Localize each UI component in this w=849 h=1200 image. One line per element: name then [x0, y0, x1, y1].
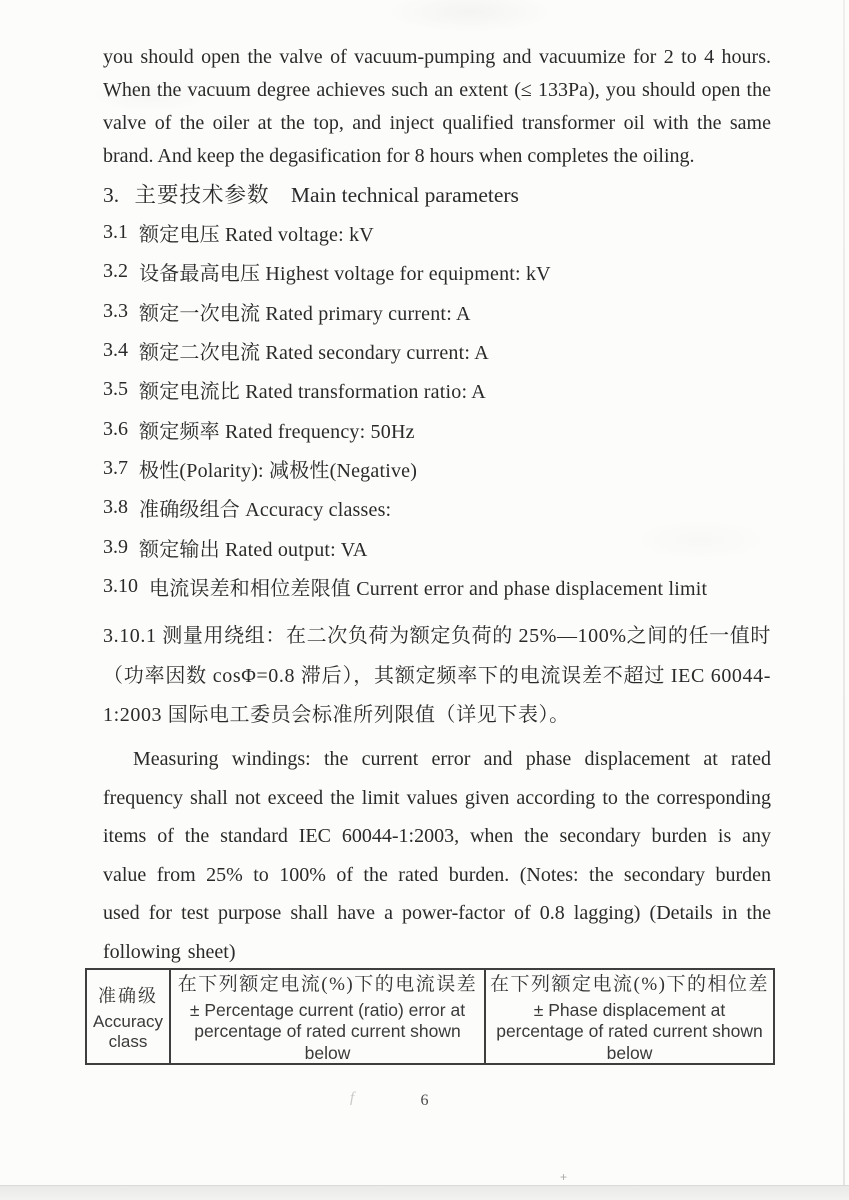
- table-header-accuracy-class: [87, 970, 169, 1063]
- table-header-current-error: [169, 970, 484, 1063]
- scan-artifact-plus-mark: +: [560, 1170, 568, 1184]
- parameter-item-3-9: [103, 527, 793, 566]
- parameter-label: 额定一次电流 Rated primary current: A: [139, 302, 471, 325]
- parameter-item-3-5: [103, 370, 793, 409]
- parameter-item-3-6: [103, 409, 793, 448]
- scan-page-right-edge: [843, 0, 845, 1188]
- table-header-phase-displacement: [484, 970, 773, 1063]
- parameter-number: 3.4: [103, 339, 128, 362]
- parameter-item-3-4: [103, 331, 793, 370]
- parameter-number: 3.5: [103, 378, 128, 401]
- parameter-label: 额定电流比 Rated transformation ratio: A: [139, 381, 486, 404]
- table-header-current-error-en: ± Percentage current (ratio) error at percentage of rated current shown below: [189, 999, 466, 1063]
- table-header-current-error-zh: 在下列额定电流(%)下的电流误差: [177, 973, 478, 995]
- table-header-phase-displacement-zh: 在下列额定电流(%)下的相位差: [490, 973, 769, 995]
- parameter-number: 3.10: [103, 574, 138, 597]
- parameter-label: 额定电压 Rated voltage: kV: [139, 224, 374, 247]
- table-header-accuracy-class-en: Accuracy class: [93, 1011, 163, 1051]
- scan-page-bottom-edge: [0, 1185, 849, 1200]
- parameter-number: 3.2: [103, 260, 128, 283]
- parameter-item-3-2: [103, 252, 793, 291]
- measuring-windings-paragraph: Measuring windings: the current error and phase displacement at rated frequency shall not exceed the limit values given according to the corresponding items of the standard IEC 60044-1:2003, when the secondary burden is any value from 25% to 100% of the rated burden. (Notes: the secondary burden used for test purpose shall have a power-factor of 0.8 lagging) (Details in the following sheet): [103, 748, 771, 963]
- parameter-list: [103, 213, 793, 606]
- parameter-number: 3.9: [103, 535, 128, 558]
- parameter-number: 3.1: [103, 221, 128, 244]
- scan-artifact-pen-mark: f: [350, 1090, 355, 1106]
- parameter-item-3-7: [103, 449, 793, 488]
- section-title-zh: 主要技术参数: [134, 183, 270, 207]
- clause-3-10-1-paragraph: 3.10.1 测量用绕组：在二次负荷为额定负荷的 25%—100%之间的任一值时（功率因数 cosΦ=0.8 滞后），其额定频率下的电流误差不超过 IEC 60044-1:2003 国际电工委员会标准所列限值（详见下表）。: [103, 625, 771, 726]
- section-number: 3.: [103, 183, 120, 207]
- section-title-en: Main technical parameters: [290, 183, 519, 207]
- parameter-label: 额定频率 Rated frequency: 50Hz: [139, 420, 415, 443]
- parameter-label: 准确级组合 Accuracy classes:: [139, 499, 392, 522]
- parameter-label: 设备最高电压 Highest voltage for equipment: kV: [139, 263, 551, 286]
- accuracy-limits-table: [85, 968, 775, 1065]
- page-number: 6: [420, 1092, 429, 1109]
- parameter-label: 极性(Polarity): 减极性(Negative): [139, 459, 418, 482]
- parameter-item-3-3: [103, 292, 793, 331]
- parameter-number: 3.3: [103, 299, 128, 322]
- parameter-label: 额定二次电流 Rated secondary current: A: [139, 342, 489, 365]
- parameter-number: 3.7: [103, 456, 128, 479]
- parameter-item-3-8: [103, 488, 793, 527]
- intro-paragraph: you should open the valve of vacuum-pumping and vacuumize for 2 to 4 hours. When the vacuum degree achieves such an extent (≤ 133Pa), you should open the valve of the oiler at the top, and inject qualified transformer oil with the same brand. And keep the degasification for 8 hours when completes the oiling.: [103, 46, 771, 167]
- parameter-label: 电流误差和相位差限值 Current error and phase displacement limit: [149, 577, 708, 600]
- parameter-number: 3.6: [103, 417, 128, 440]
- parameter-number: 3.8: [103, 496, 128, 519]
- parameter-item-3-1: [103, 213, 793, 252]
- parameter-label: 额定输出 Rated output: VA: [139, 538, 368, 561]
- section-heading: [103, 178, 519, 212]
- parameter-item-3-10: [103, 567, 793, 606]
- table-header-phase-displacement-en: ± Phase displacement at percentage of rated current shown below: [496, 999, 763, 1063]
- table-header-accuracy-class-zh: 准确级: [98, 985, 158, 1006]
